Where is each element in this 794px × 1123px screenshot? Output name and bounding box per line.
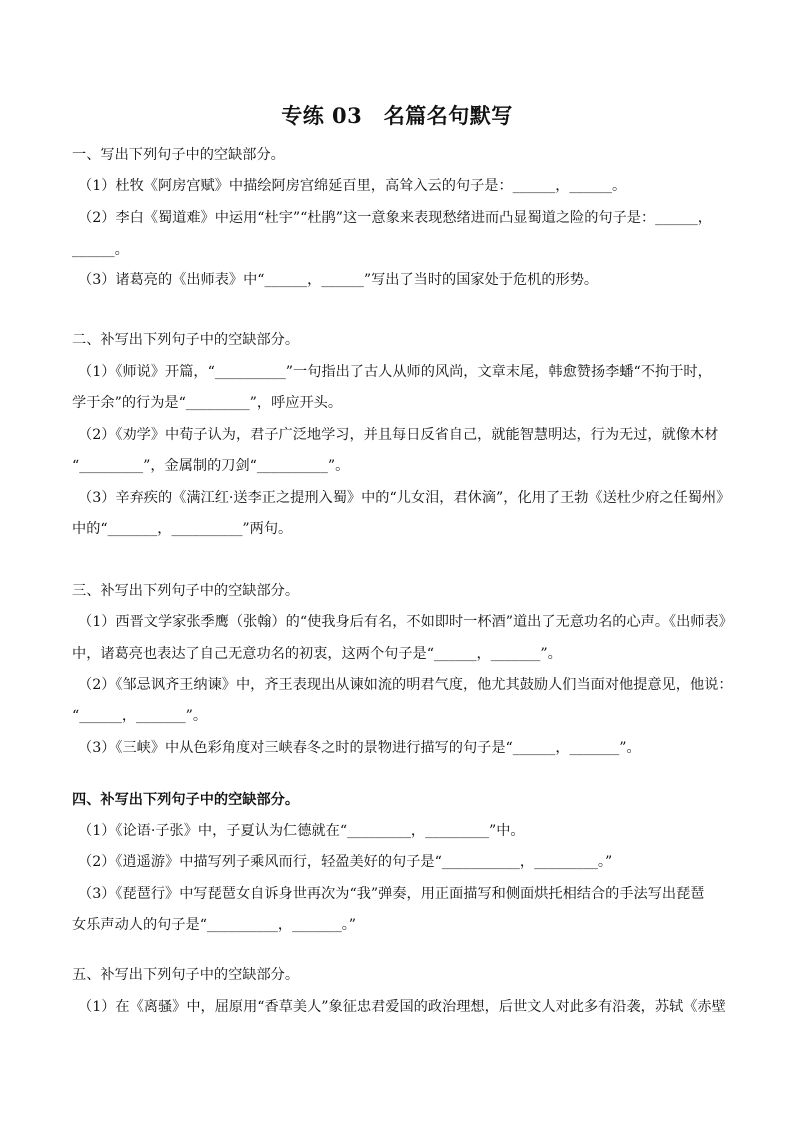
question-3-1: （1）西晋文学家张季鹰（张翰）的“使我身后有名，不如即时一杯酒”道出了无意功名的心声。《出师表》 (78, 614, 733, 630)
question-3-2-cont: “______，_______”。 (72, 708, 208, 724)
question-2-3: （3）辛弃疾的《满江红·送李正之提刑入蜀》中的“儿女泪，君休滴”，化用了王勃《送杜少府之任蜀州》 (78, 490, 731, 506)
section-5-heading: 五、补写出下列句子中的空缺部分。 (72, 967, 300, 983)
section-3-heading: 三、补写出下列句子中的空缺部分。 (72, 583, 300, 599)
question-2-3-cont: 中的“_______，__________”两句。 (72, 521, 293, 537)
question-4-3-cont: 女乐声动人的句子是“__________，_______。” (72, 917, 357, 933)
question-1-3: （3）诸葛亮的《出师表》中“______，______”写出了当时的国家处于危机的形势。 (78, 272, 599, 288)
question-4-3: （3）《琵琶行》中写琵琶女自诉身世再次为“我”弹奏，用正面描写和侧面烘托相结合的手法写出琵琶 (78, 886, 705, 902)
question-2-1-cont: 学于余”的行为是“_________”，呼应开头。 (72, 395, 343, 411)
question-5-1: （1）在《离骚》中，屈原用“香草美人”象征忠君爱国的政治理想，后世文人对此多有沿袭，苏轼《赤壁 (78, 999, 726, 1015)
section-1-heading: 一、写出下列句子中的空缺部分。 (72, 147, 285, 163)
question-3-1-cont: 中，诸葛亮也表达了自己无意功名的初衷，这两个句子是“______，_______”。 (72, 646, 562, 662)
question-2-1: （1）《师说》开篇，“__________”一句指出了古人从师的风尚，文章末尾，韩愈赞扬李蟠“不拘于时， (78, 364, 712, 380)
question-2-2: （2）《劝学》中荀子认为，君子广泛地学习，并且每日反省自己，就能智慧明达，行为无过，就像木材 (78, 427, 719, 443)
question-3-2: （2）《邹忌讽齐王纳谏》中，齐王表现出从谏如流的明君气度，他尤其鼓励人们当面对他提意见，他说： (78, 677, 733, 693)
section-2-heading: 二、补写出下列句子中的空缺部分。 (72, 332, 300, 348)
question-4-2: （2）《逍遥游》中描写列子乘风而行，轻盈美好的句子是“___________，_________。” (78, 854, 613, 870)
question-3-3: （3）《三峡》中从色彩角度对三峡春冬之时的景物进行描写的句子是“______，_______”。 (78, 740, 641, 756)
question-1-1: （1）杜牧《阿房宫赋》中描绘阿房宫绵延百里，高耸入云的句子是：______，______。 (78, 178, 627, 194)
question-2-2-cont: “_________”，金属制的刀剑“__________”。 (72, 458, 350, 474)
page-title: 专练 03 名篇名句默写 (281, 103, 513, 128)
question-4-1: （1）《论语·子张》中，子夏认为仁德就在“_________，_________”中。 (78, 823, 525, 839)
section-4-heading: 四、补写出下列句子中的空缺部分。 (72, 792, 300, 808)
question-1-2-cont: ______。 (72, 242, 129, 258)
question-1-2: （2）李白《蜀道难》中运用“杜宇”“杜鹃”这一意象来表现愁绪进而凸显蜀道之险的句子是：______， (78, 210, 712, 226)
